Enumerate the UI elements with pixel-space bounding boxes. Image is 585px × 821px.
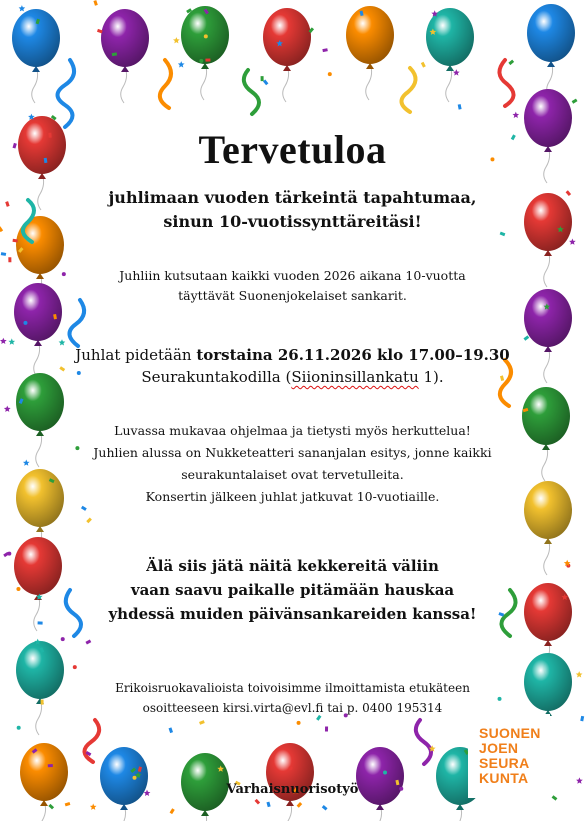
ribbon xyxy=(84,720,99,762)
confetti xyxy=(8,257,11,262)
confetti-star xyxy=(4,406,11,412)
confetti-dot xyxy=(23,321,27,325)
confetti xyxy=(325,726,328,731)
confetti xyxy=(523,335,529,340)
logo-line: SEURA xyxy=(479,755,530,771)
confetti-star xyxy=(569,239,576,245)
confetti xyxy=(97,29,103,33)
confetti xyxy=(263,79,268,85)
place-prefix: Seurakuntakodilla ( xyxy=(141,368,292,386)
balloon xyxy=(426,8,474,102)
confetti xyxy=(255,799,261,805)
program-line: Juhlien alussa on Nukketeatteri sananjalan esitys, jonne kaikki xyxy=(93,445,492,460)
signature: Varhaisnuorisotyö xyxy=(226,782,359,797)
logo-line: JOEN xyxy=(479,740,519,756)
confetti-star xyxy=(576,671,583,677)
confetti xyxy=(65,802,71,806)
program-line: Konsertin jälkeen juhlat jatkuvat 10-vuotiaille. xyxy=(145,489,440,504)
confetti-star xyxy=(453,69,460,75)
ribbon xyxy=(160,60,171,108)
confetti xyxy=(322,48,327,52)
confetti-star xyxy=(173,37,180,43)
confetti-dot xyxy=(204,34,208,38)
confetti-star xyxy=(19,5,26,11)
confetti-star xyxy=(513,112,520,118)
confetti xyxy=(297,802,303,808)
event-when: torstaina 26.11.2026 klo 17.00–19.30 xyxy=(196,346,510,364)
confetti xyxy=(322,805,328,811)
confetti xyxy=(85,639,91,644)
confetti xyxy=(48,764,53,767)
event-time-line xyxy=(0,344,585,366)
invite-line: Juhliin kutsutaan kaikki vuoden 2026 aikana 10-vuotta xyxy=(119,268,466,283)
event-prefix: Juhlat pidetään xyxy=(75,346,197,364)
confetti xyxy=(1,252,6,256)
confetti-dot xyxy=(297,721,301,725)
confetti-dot xyxy=(17,726,21,730)
balloon xyxy=(263,8,311,102)
ribbon xyxy=(499,60,513,106)
balloon xyxy=(527,4,575,98)
event-place-line xyxy=(0,366,585,388)
confetti xyxy=(572,99,578,104)
confetti xyxy=(169,727,173,733)
subtitle-line: juhlimaan vuoden tärkeintä tapahtumaa, xyxy=(108,188,477,207)
confetti xyxy=(205,59,210,62)
logo-line: KUNTA xyxy=(479,770,529,786)
ribbon xyxy=(69,300,84,346)
confetti xyxy=(458,104,462,109)
cta-line: Älä siis jätä näitä kekkereitä väliin xyxy=(146,557,439,575)
confetti-dot xyxy=(132,776,136,780)
invite-paragraph xyxy=(0,266,585,306)
street-name: Siioninsillankatu xyxy=(291,368,419,386)
confetti-dot xyxy=(328,72,332,76)
confetti xyxy=(421,62,426,68)
subtitle-line: sinun 10-vuotissynttäreitäsi! xyxy=(163,212,422,231)
confetti-dot xyxy=(61,637,65,641)
confetti xyxy=(261,76,264,81)
ribbon xyxy=(416,720,431,764)
balloon xyxy=(101,9,149,103)
balloon xyxy=(346,6,394,100)
program-line: Luvassa mukavaa ohjelmaa ja tietysti myös herkuttelua! xyxy=(114,423,471,438)
cta-line: vaan saavu paikalle pitämään hauskaa xyxy=(130,581,455,599)
ribbon xyxy=(401,68,415,112)
confetti-dot xyxy=(289,766,293,770)
page-title: Tervetuloa xyxy=(198,127,387,172)
confetti xyxy=(199,720,205,725)
confetti xyxy=(170,808,175,814)
confetti-dot xyxy=(199,59,203,63)
diet-line: Erikoisruokavalioista toivoisimme ilmoittamista etukäteen xyxy=(115,681,470,695)
confetti xyxy=(48,804,54,810)
ribbon xyxy=(58,60,75,127)
confetti xyxy=(86,518,92,524)
logo-line: SUONEN xyxy=(479,725,541,741)
balloon xyxy=(181,6,229,100)
confetti-star xyxy=(178,61,185,67)
call-to-action xyxy=(0,554,585,626)
diet-line: osoitteeseen kirsi.virta@evl.fi tai p. 0400 195314 xyxy=(142,701,443,715)
confetti-dot xyxy=(383,771,387,775)
ribbon xyxy=(244,70,259,114)
subtitle xyxy=(0,186,585,234)
cta-line: yhdessä muiden päivänsankareiden kanssa! xyxy=(108,605,477,623)
confetti-star xyxy=(90,804,97,810)
program-line: seurakuntalaiset ovat tervetulleita. xyxy=(181,467,404,482)
confetti xyxy=(93,0,97,6)
program-paragraph xyxy=(0,420,585,508)
confetti xyxy=(508,60,514,66)
event-details xyxy=(0,344,585,388)
confetti xyxy=(266,802,270,808)
parish-logo xyxy=(468,714,550,798)
invite-line: täyttävät Suonenjokelaiset sankarit. xyxy=(178,288,407,303)
place-suffix: 1). xyxy=(418,368,444,386)
confetti-dot xyxy=(73,665,77,669)
diet-info xyxy=(0,678,585,718)
